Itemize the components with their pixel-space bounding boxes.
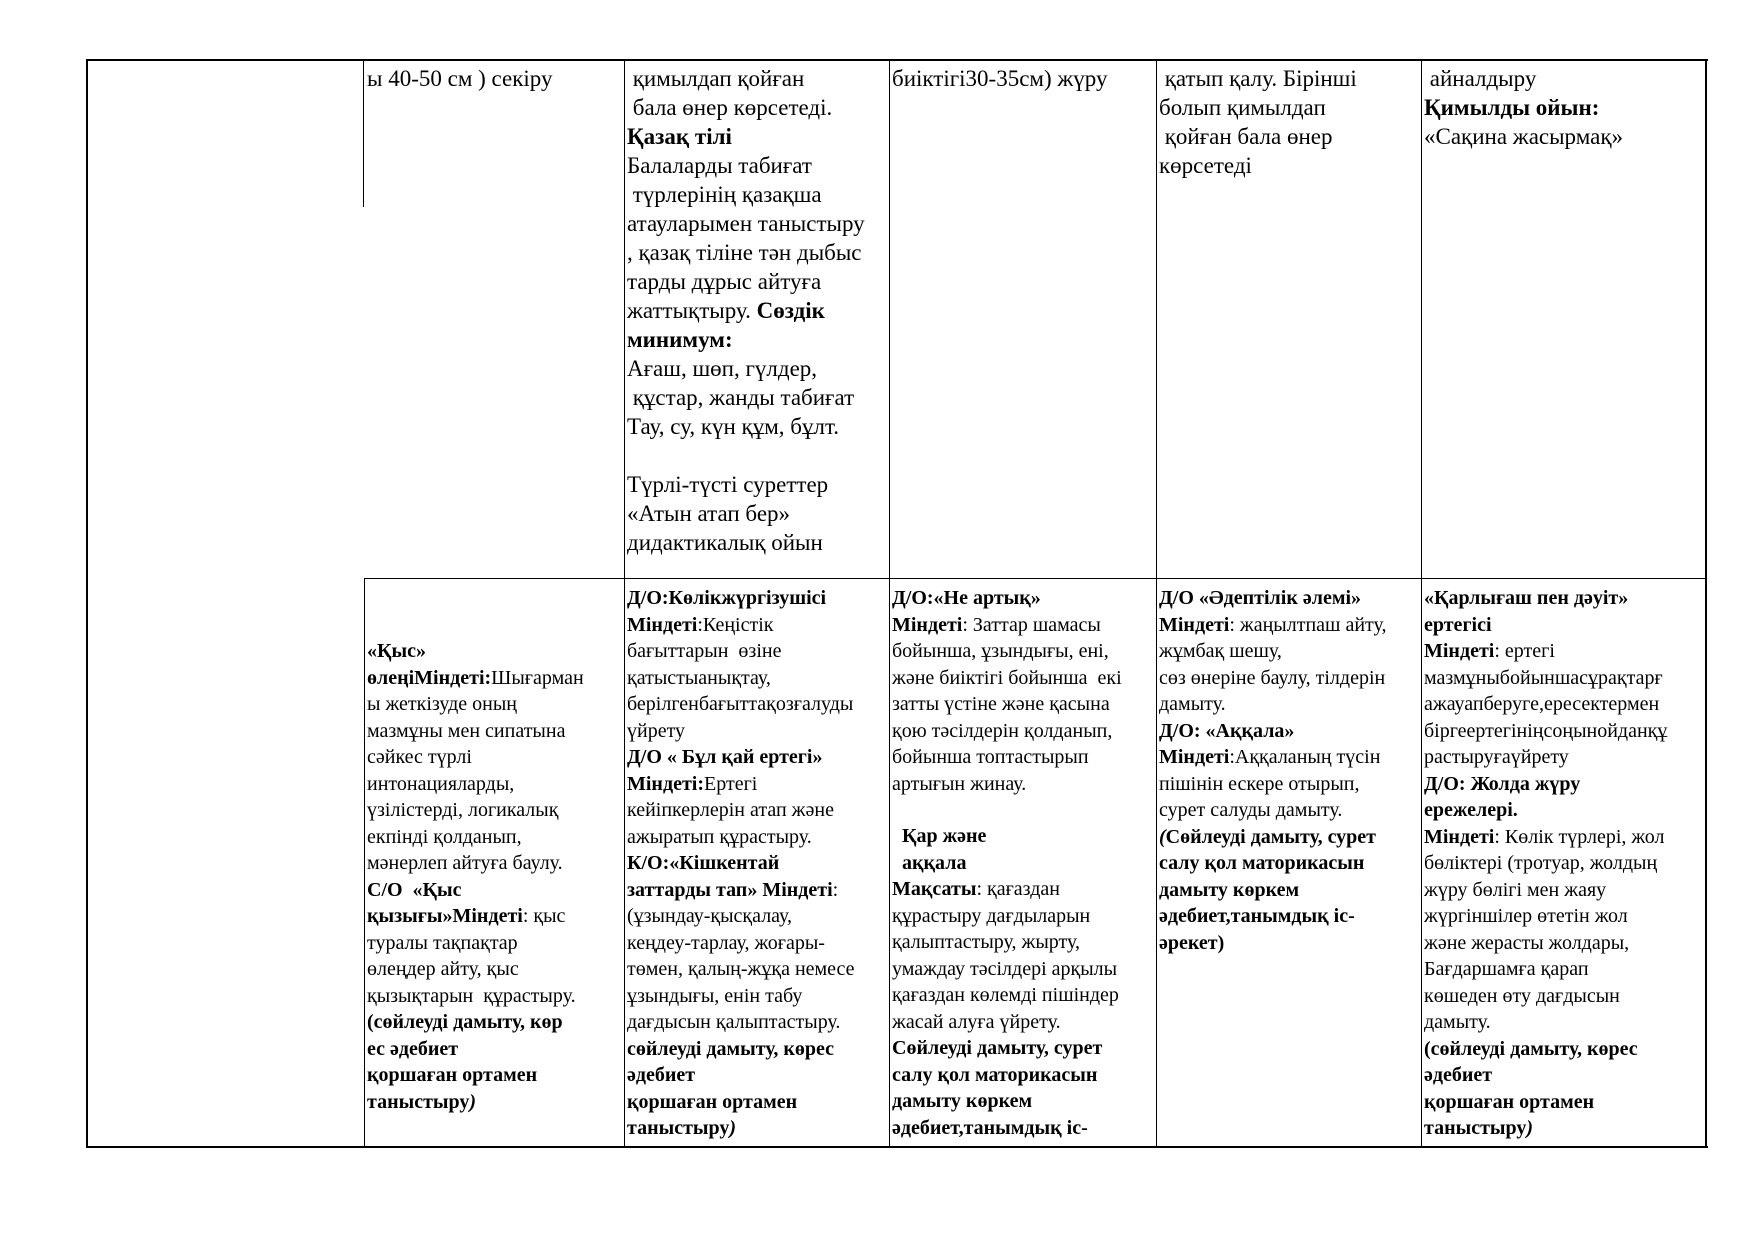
areas-label: қоршаған ортамен	[1424, 1090, 1595, 1113]
cell-text: жасай алуға үйрету.	[892, 1010, 1061, 1033]
task-label: өлеңіМіндеті:	[367, 666, 492, 689]
cell-text: :Кеңістік	[697, 613, 774, 636]
cell-text: қатып қалу. Бірінші	[1159, 66, 1357, 91]
areas-label: )	[469, 1090, 477, 1113]
cell-text: ы жеткізуде оның	[367, 693, 517, 715]
areas-label: дамыту көркем	[1159, 878, 1300, 901]
cell-bottom-col4	[890, 585, 1155, 1141]
areas-label	[627, 1115, 888, 1142]
activity-title: С/О «Қыс	[367, 878, 462, 901]
areas-label: салу қол маторикасын	[892, 1063, 1098, 1086]
subject-heading: Қазақ тілі	[627, 124, 732, 149]
task-label: Міндеті:	[627, 772, 704, 795]
cell-text	[367, 665, 623, 692]
cell-text: : қағаздан	[976, 878, 1060, 900]
cell-text: өлеңдер айту, қыс	[367, 958, 519, 980]
cell-text	[892, 876, 1155, 903]
cell-text: ажыратып құрастыру.	[627, 825, 812, 848]
cell-text: Тау, су, күн құм, бұлт.	[627, 414, 840, 439]
cell-text: қатыстыанықтау,	[627, 666, 771, 689]
cell-text: жүру бөлігі мен жаяу	[1424, 878, 1607, 901]
cell-bottom-col6	[1422, 585, 1704, 1142]
areas-label: әдебиет,танымдық іс-	[892, 1116, 1088, 1139]
cell-top-col4	[890, 64, 1155, 93]
activity-title: Д/О «Әдептілік әлемі»	[1159, 587, 1362, 609]
activity-title: Д/О: Жолда жүру	[1424, 772, 1581, 795]
cell-text: туралы тақпақтар	[367, 931, 518, 954]
cell-text: біргеертегініңсоңынойданқұ	[1424, 719, 1668, 742]
cell-text: үйрету	[627, 719, 686, 742]
cell-text: қою тәсілдерін қолданып,	[892, 719, 1113, 742]
areas-label: Сөйлеуді дамыту, сурет	[892, 1037, 1103, 1059]
activity-title: ережелері.	[1424, 799, 1518, 821]
task-label: қызығы»Міндеті	[367, 905, 523, 927]
cell-text: бөліктері (тротуар, жолдың	[1424, 852, 1658, 874]
areas-label: сөйлеуді дамыту, көрес	[627, 1037, 834, 1060]
cell-text: мәнерлеп айтуға баулу.	[367, 852, 563, 874]
cell-text: атауларымен таныстыру	[627, 211, 865, 236]
activity-title: Д/О: «Аққала»	[1159, 719, 1295, 742]
cell-text	[627, 612, 888, 639]
areas-label: салу қол маторикасын	[1159, 852, 1365, 874]
table-border-bottom	[86, 1146, 1708, 1148]
cell-text: биіктігі30-35см) жүру	[892, 66, 1108, 91]
areas-label: әрекет)	[1159, 931, 1225, 954]
cell-text: жұмбақ шешу,	[1159, 640, 1282, 662]
cell-text	[627, 771, 888, 798]
cell-text: төмен, қалың-жұқа немесе	[627, 958, 855, 980]
cell-text: пішінін ескере отырып,	[1159, 772, 1360, 795]
cell-text: болып қимылдап	[1159, 95, 1326, 120]
cell-text: (ұзындау-қысқалау,	[627, 905, 793, 927]
cell-text: сөз өнеріне баулу, тілдерін	[1159, 666, 1386, 689]
cell-text: умаждау тәсілдері арқылы	[892, 957, 1118, 980]
areas-label: )	[1526, 1117, 1534, 1139]
areas-label: (сөйлеуді дамыту, көрес	[1424, 1037, 1638, 1060]
cell-text: растыруғаүйрету	[1424, 746, 1569, 768]
table-border-right	[1705, 59, 1707, 1148]
task-label: Міндеті	[1424, 825, 1495, 848]
cell-text: көрсетеді	[1159, 153, 1252, 178]
cell-text: кеңдеу-тарлау, жоғары-	[627, 931, 825, 954]
areas-label: таныстыру	[1424, 1117, 1527, 1139]
cell-text: және жерасты жолдары,	[1424, 931, 1630, 954]
task-label: Міндеті	[892, 613, 963, 636]
areas-label: дамыту көркем	[892, 1090, 1033, 1112]
cell-top-col2	[365, 64, 623, 93]
cell-text: бала өнер көрсетеді.	[627, 95, 833, 120]
cell-bottom-col3	[625, 585, 888, 1142]
areas-label	[1424, 1115, 1704, 1142]
cell-text: : ертегі	[1494, 640, 1555, 662]
cell-text: құрастыру дағдыларын	[892, 904, 1091, 927]
activity-title: К/О:«Кішкентай	[627, 852, 780, 874]
cell-text: жаттықтыру.	[627, 298, 757, 323]
areas-label: әдебиет	[627, 1064, 696, 1086]
cell-text: интонацияларды,	[367, 772, 515, 795]
cell-text: қалыптастыру, жырту,	[892, 931, 1081, 953]
areas-label: қоршаған ортамен	[627, 1090, 798, 1113]
areas-label: әдебиет,танымдық іс-	[1159, 905, 1355, 927]
cell-top-col3	[625, 64, 888, 557]
areas-label: таныстыру	[367, 1090, 470, 1113]
cell-text: ұзындығы, енін табу	[627, 984, 803, 1007]
task-label: Міндеті	[627, 613, 698, 636]
cell-text: : қыс	[522, 905, 566, 927]
cell-text: құстар, жанды табиғат	[627, 385, 855, 410]
cell-text: көшеден өту дағдысын	[1424, 984, 1620, 1007]
cell-text: : Заттар шамасы	[962, 613, 1101, 636]
activity-title: Қар және	[892, 825, 987, 847]
task-label: Міндеті	[1424, 640, 1495, 662]
cell-text: бағыттарын өзіне	[627, 640, 782, 662]
areas-label: (сөйлеуді дамыту, көр	[367, 1011, 563, 1033]
cell-text: сурет салуды дамыту.	[1159, 799, 1343, 821]
areas-label: таныстыру	[627, 1117, 730, 1139]
cell-text	[1159, 612, 1420, 639]
areas-label: ес әдебиет	[367, 1037, 459, 1060]
cell-text: бойынша, ұзындығы, ені,	[892, 640, 1109, 662]
vocab-label: минимум:	[627, 327, 733, 352]
task-label: заттарды тап» Міндеті	[627, 878, 833, 901]
cell-text: Балаларды табиғат	[627, 153, 812, 178]
cell-text: айналдыру	[1424, 66, 1537, 91]
activity-title: «Қыс»	[367, 640, 426, 662]
cell-text: бойынша топтастырып	[892, 746, 1089, 768]
cell-text: қимылдап қойған	[627, 66, 805, 91]
cell-text: және биіктігі бойынша екі	[892, 666, 1122, 689]
cell-text: мазмұны мен сипатына	[367, 719, 566, 742]
cell-text: қызықтарын құрастыру.	[367, 984, 576, 1007]
row-divider	[364, 578, 1707, 579]
cell-text: берілгенбағыттақозғалуды	[627, 693, 854, 715]
cell-text	[1424, 638, 1704, 665]
cell-text: дидактикалық ойын	[627, 530, 823, 555]
cell-bottom-col2	[365, 638, 623, 1115]
cell-text: Шығарман	[491, 666, 584, 689]
task-label: Міндеті	[1159, 746, 1230, 768]
cell-text: «Сақина жасырмақ»	[1424, 124, 1623, 149]
cell-text	[627, 296, 888, 325]
cell-text: :Аққаланың түсін	[1229, 746, 1381, 768]
vocab-label: Сөздік	[756, 298, 825, 323]
cell-text: , қазақ тіліне тән дыбыс	[627, 240, 862, 265]
areas-label	[1159, 824, 1420, 851]
cell-text: кейіпкерлерін атап және	[627, 799, 834, 821]
cell-bottom-col5	[1157, 585, 1420, 956]
cell-text: сәйкес түрлі	[367, 746, 472, 768]
cell-text: : жаңылтпаш айту,	[1229, 613, 1387, 636]
task-label: Міндеті	[1159, 613, 1230, 636]
cell-text: :	[832, 878, 839, 901]
cell-text: тарды дұрыс айтуға	[627, 269, 822, 294]
cell-text: «Атын атап бер»	[627, 501, 791, 526]
cell-text: ы 40-50 см ) секіру	[367, 66, 553, 91]
cell-text: қойған бала өнер	[1159, 124, 1333, 149]
cell-text	[892, 612, 1155, 639]
areas-label: )	[729, 1117, 737, 1139]
cell-top-col5	[1157, 64, 1420, 180]
areas-label	[367, 1089, 623, 1116]
cell-text: түрлерінің қазақша	[627, 182, 822, 207]
cell-text: дамыту.	[1424, 1011, 1491, 1033]
cell-text: дағдысын қалыптастыру.	[627, 1011, 841, 1033]
table-border-left	[86, 59, 88, 1148]
cell-text: қағаздан көлемді пішіндер	[892, 984, 1119, 1006]
cell-text: : Көлік түрлері, жол	[1494, 825, 1665, 848]
cell-text	[1159, 744, 1420, 771]
activity-title: аққала	[892, 851, 967, 874]
cell-text: дамыту.	[1159, 693, 1226, 715]
column-divider-1	[363, 59, 364, 207]
table-border-top	[86, 59, 1708, 61]
cell-text	[1424, 824, 1704, 851]
cell-text: Түрлі-түсті суреттер	[627, 472, 829, 497]
areas-label: әдебиет	[1424, 1064, 1493, 1086]
cell-text: Ертегі	[704, 772, 758, 795]
cell-top-col6	[1422, 64, 1704, 151]
cell-text: Ағаш, шөп, гүлдер,	[627, 356, 818, 381]
activity-title: Д/О:«Не артық»	[892, 587, 1041, 609]
goal-label: Мақсаты	[892, 878, 977, 900]
cell-text: екпінді қолданып,	[367, 825, 522, 848]
areas-label: Сөйлеуді дамыту, сурет	[1165, 825, 1377, 848]
cell-text: ажауапберуге,ересектермен	[1424, 693, 1660, 715]
cell-text: үзілістерді, логикалық	[367, 799, 559, 821]
cell-text: жүргіншілер өтетін жол	[1424, 905, 1628, 927]
areas-label: қоршаған ортамен	[367, 1064, 538, 1086]
game-heading: Қимылды ойын:	[1424, 95, 1600, 120]
activity-title: «Қарлығаш пен дәуіт»	[1424, 587, 1629, 609]
cell-text: мазмұныбойыншасұрақтарғ	[1424, 666, 1663, 689]
cell-text: Бағдаршамға қарап	[1424, 958, 1589, 980]
activity-title: Д/О:Көлікжүргізушісі	[627, 587, 827, 609]
cell-text: затты үстіне және қасына	[892, 693, 1110, 715]
cell-text: артығын жинау.	[892, 772, 1027, 795]
activity-title: ертегісі	[1424, 613, 1492, 636]
activity-title: Д/О « Бұл қай ертегі»	[627, 746, 823, 768]
cell-text	[367, 903, 623, 930]
cell-text	[627, 877, 888, 904]
areas-label: (	[1159, 825, 1166, 848]
